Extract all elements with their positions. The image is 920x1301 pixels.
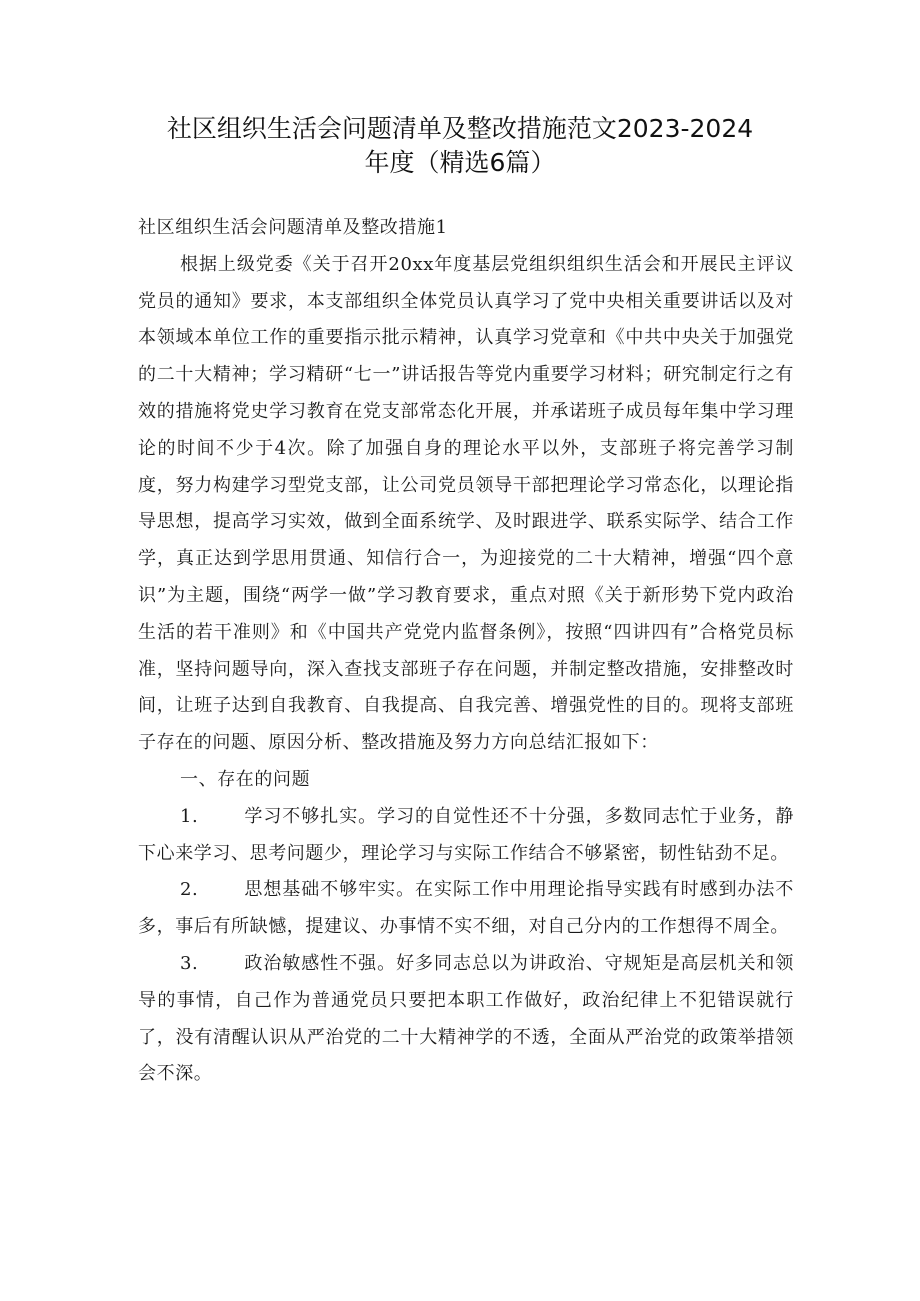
intro-paragraph: 根据上级党委《关于召开20xx年度基层党组织组织生活会和开展民主评议党员的通知》要求，本支部组织全体党员认真学习了党中央相关重要讲话以及对本领域本单位工作的重要指示批示精神，认真学习党章和《中共中央关于加强党的二十大精神；学习精研“七一”讲话报告等党内重要学习材料；研究制定行之有效的措施将党史学习教育在党支部常态化开展，并承诺班子成员每年集中学习理论的时间不少于4次。除了加强自身的理论水平以外，支部班子将完善学习制度，努力构建学习型党支部，让公司党员领导干部把理论学习常态化，以理论指导思想，提高学习实效，做到全面系统学、及时跟进学、联系实际学、结合工作学，真正达到学思用贯通、知信行合一，为迎接党的二十大精神，增强“四个意识”为主题，围绕“两学一做”学习教育要求，重点对照《关于新形势下党内政治生活的若干准则》和《中国共产党党内监督条例》，按照“四讲四有”合格党员标准，坚持问题导向，深入查找支部班子存在问题，并制定整改措施，安排整改时间，让班子达到自我教育、自我提高、自我完善、增强党性的目的。现将支部班子存在的问题、原因分析、整改措施及努力方向总结汇报如下： <box>138 253 794 754</box>
list-item-text: 政治敏感性不强。好多同志总以为讲政治、守规矩是高层机关和领导的事情，自己作为普通党员只要把本职工作做好，政治纪律上不犯错误就行了，没有清醒认识从严治党的二十大精神学的不透，全面从严治党的政策举措领会不深。 <box>138 952 794 1085</box>
list-item-number: 1. <box>180 805 199 827</box>
list-item <box>138 872 794 946</box>
section-subtitle: 社区组织生活会问题清单及整改措施1 <box>138 217 448 238</box>
list-item-text: 思想基础不够牢实。在实际工作中用理论指导实践有时感到办法不多，事后有所缺憾，提建议、办事情不实不细，对自己分内的工作想得不周全。 <box>138 879 794 938</box>
list-item-number: 2. <box>180 879 199 901</box>
document-body <box>138 210 794 1093</box>
list-item-number: 3. <box>180 952 199 974</box>
list-item <box>138 799 794 873</box>
list-item-text: 学习不够扎实。学习的自觉性还不十分强，多数同志忙于业务，静下心来学习、思考问题少，理论学习与实际工作结合不够紧密，韧性钻劲不足。 <box>138 805 794 864</box>
document-title-line-1: 社区组织生活会问题清单及整改措施范文2023-2024 <box>166 114 754 143</box>
list-item <box>138 946 794 1093</box>
document-title-line-2: 年度（精选6篇） <box>364 148 556 177</box>
section-heading: 一、存在的问题 <box>180 768 311 790</box>
